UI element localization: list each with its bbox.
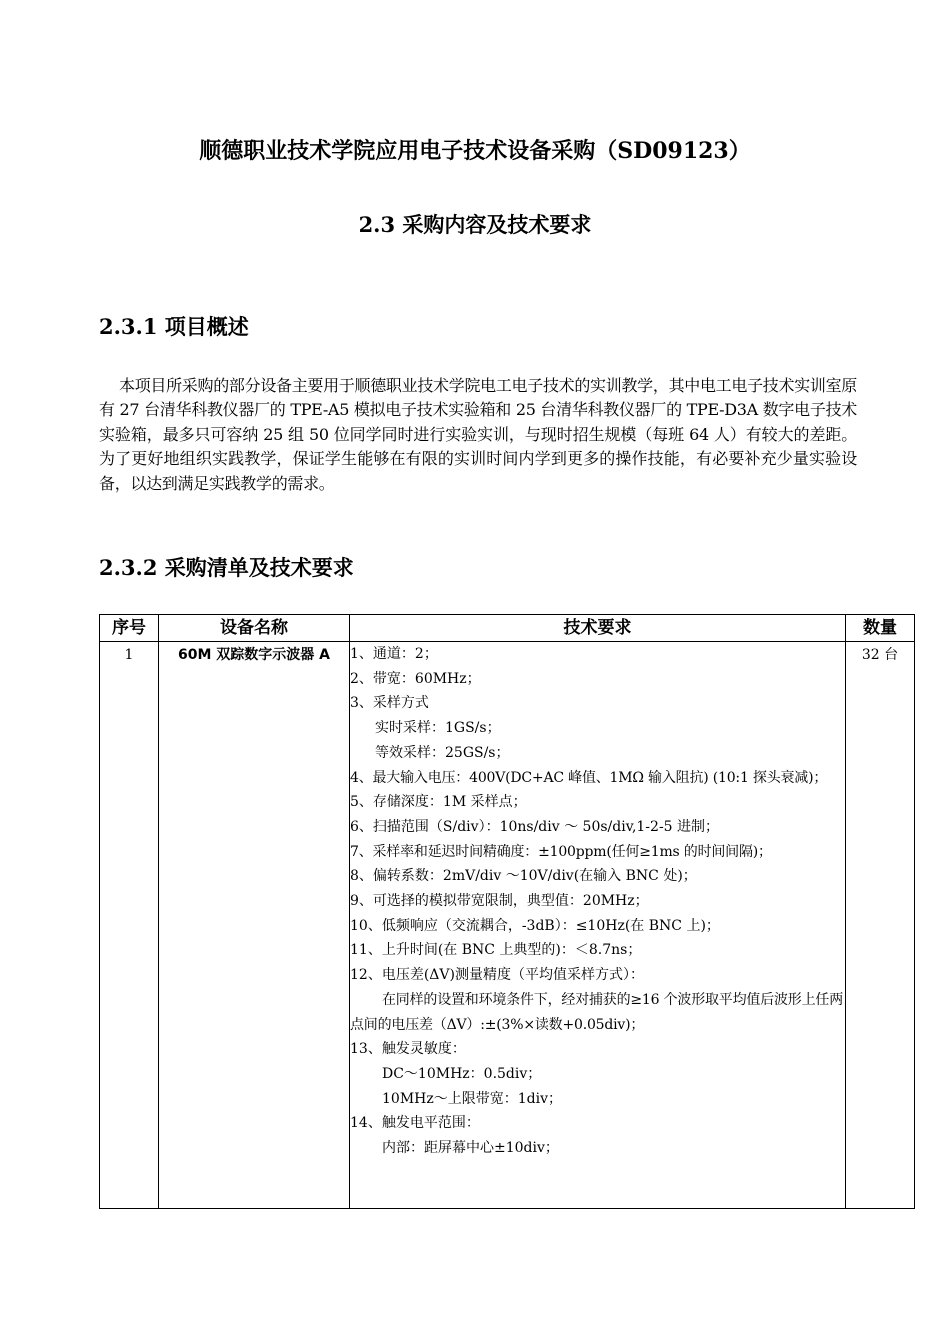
spec-line: 在同样的设置和环境条件下，经对捕获的≥16 个波形取平均值后波形上任两点间的电压差（ΔV）:±(3%×读数+0.05div)； [350, 991, 843, 1033]
spec-line: 内部：距屏幕中心±10div； [382, 1140, 559, 1157]
spec-line: 2、带宽：60MHz； [350, 670, 481, 687]
spec-line: 4、最大输入电压：400V(DC+AC 峰值、1MΩ 输入阻抗) (10:1 探头衰减)； [350, 769, 828, 786]
row-seq: 1 [100, 642, 159, 1209]
spec-line: 9、可选择的模拟带宽限制，典型值：20MHz； [350, 893, 649, 910]
row-quantity: 32 台 [846, 642, 915, 1209]
overview-paragraph: 本项目所采购的部分设备主要用于顺德职业技术学院电工电子技术的实训教学，其中电工电子技术实训室原有 27 台清华科教仪器厂的 TPE-A5 模拟电子技术实验箱和 25 台清华科教仪器厂的 TPE-D3A 数字电子技术实验箱，最多只可容纳 25 组 50 位同学同时进行实验实训，与现时招生规模（每班 64 人）有较大的差距。为了更好地组织实践教学，保证学生能够在有限的实训时间内学到更多的操作技能，有必要补充少量实验设备，以达到满足实践教学的需求。 [99, 376, 857, 493]
spec-line: 14、触发电平范围： [350, 1115, 480, 1132]
table-row [100, 642, 915, 1209]
spec-line: 等效采样：25GS/s； [375, 744, 510, 761]
section-heading-overview: 2.3.1 项目概述 [99, 314, 249, 339]
document-subtitle: 2.3 采购内容及技术要求 [358, 212, 592, 237]
spec-line: 10MHz～上限带宽：1div； [382, 1090, 562, 1107]
procurement-table [99, 614, 915, 1209]
header-qty: 数量 [846, 615, 915, 642]
spec-line: 3、采样方式 [350, 695, 429, 712]
spec-line: 8、偏转系数：2mV/div ～10V/div(在输入 BNC 处)； [350, 868, 697, 885]
spec-line: 7、采样率和延迟时间精确度：±100ppm(任何≥1ms 的时间间隔)； [350, 843, 772, 860]
section-heading-procurement: 2.3.2 采购清单及技术要求 [99, 555, 354, 580]
header-spec: 技术要求 [350, 615, 846, 642]
document-title: 顺德职业技术学院应用电子技术设备采购（SD09123） [199, 138, 751, 164]
header-name: 设备名称 [159, 615, 350, 642]
header-seq: 序号 [100, 615, 159, 642]
row-spec-list [350, 642, 846, 1209]
spec-line: 12、电压差(ΔV)测量精度（平均值采样方式）： [350, 967, 644, 984]
spec-line: 实时采样：1GS/s； [375, 720, 501, 737]
spec-line: DC～10MHz：0.5div； [382, 1065, 542, 1082]
table-header-row [100, 615, 915, 642]
spec-line: 5、存储深度：1M 采样点； [350, 794, 527, 811]
spec-line: 10、低频响应（交流耦合，-3dB）：≤10Hz(在 BNC 上)； [350, 917, 720, 934]
spec-line: 11、上升时间(在 BNC 上典型的)：＜8.7ns； [350, 942, 642, 959]
spec-line: 1、通道：2； [350, 646, 438, 662]
spec-line: 13、触发灵敏度： [350, 1041, 466, 1058]
row-device-name: 60M 双踪数字示波器 A [159, 642, 350, 1209]
spec-line: 6、扫描范围（S/div）：10ns/div ～ 50s/div,1-2-5 进制； [350, 818, 720, 835]
